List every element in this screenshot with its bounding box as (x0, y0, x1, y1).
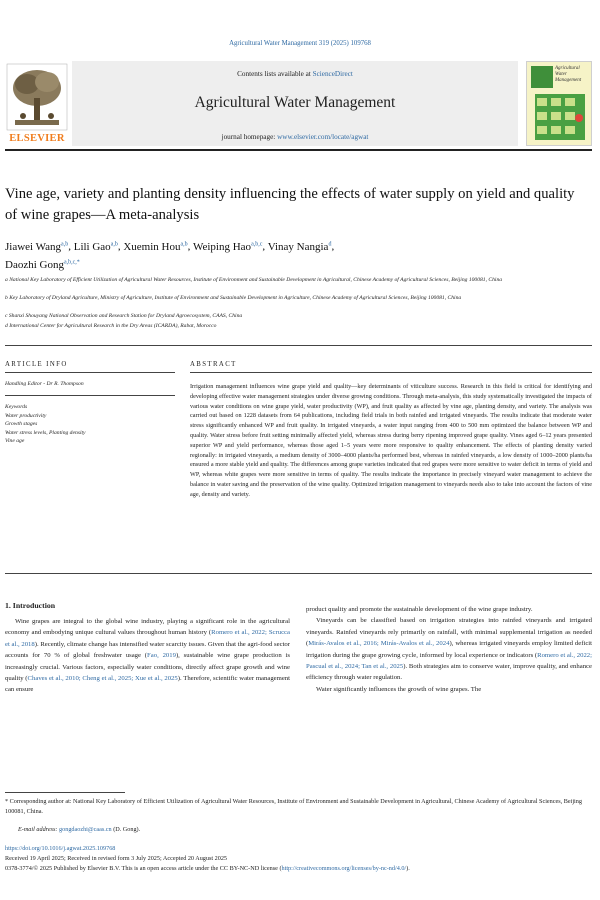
keywords-block (5, 403, 175, 446)
keyword: Vine age (5, 438, 25, 445)
article-title: Vine age, variety and planting density influencing the effects of water supply on yield and quality of wine grapes—A meta-analysis (5, 186, 575, 223)
sciencedirect-link[interactable]: ScienceDirect (312, 70, 353, 78)
abstract-heading: ABSTRACT (190, 361, 237, 368)
header-divider (5, 149, 592, 151)
author[interactable]: Jiawei Wang$^{a,b}$ (5, 240, 69, 253)
email-line: E-mail address: gongdaozhi@caas.cn (D. Gong). (18, 826, 141, 833)
elsevier-wordmark: ELSEVIER (9, 133, 65, 144)
license-line: 0378-3774/© 2025 Published by Elsevier B.V. This is an open access article under the CC BY-NC-ND license (http://creativecommons.org/licenses/by-nc-nd/4.0/). (5, 865, 410, 872)
contents-available-line: Contents lists available at ScienceDirect (237, 70, 353, 78)
keyword: Water productivity (5, 412, 47, 419)
keywords-label: Keywords (5, 404, 28, 410)
author[interactable]: Xuemin Hou$^{a,b}$ (123, 240, 188, 253)
author[interactable]: Weiping Hao$^{a,b,c}$ (192, 240, 263, 253)
author[interactable]: Vinay Nangia$^d$ (267, 240, 332, 253)
keyword: Growth stages (5, 421, 38, 428)
received-dates: Received 19 April 2025; Received in revised form 3 July 2025; Accepted 20 August 2025 (5, 855, 228, 862)
citation-link[interactable]: Romero et al., 2022; Scrucca et al., 2018 (5, 629, 290, 648)
introduction-heading: 1. Introduction (5, 601, 56, 610)
intro-paragraph: Wine grapes are integral to the global wine industry, playing a significant role in the agricultural economy and embodying unique cultural values throughout human history (Romero et al., 2022; Scrucca et al., 2018). Recently, climate change has intensified water scarcity issues. Given that the agri-food sector accounts for 70 % of global freshwater usage (Fao, 2019), sustainable wine grape production is increasingly crucial. Various factors, especially water conditions, directly affect grape growth and wine quality (Chaves et al., 2010; Cheng et al., 2025; Xue et al., 2025). Therefore, scientific water management can ensure (5, 618, 290, 694)
editor-rule (5, 395, 175, 396)
affiliation-divider (5, 345, 592, 346)
journal-homepage-link[interactable]: www.elsevier.com/locate/agwat (277, 133, 369, 141)
abstract-text: Irrigation management influences wine grape yield and quality—key determinants of viticulture success. Research in this field is critical for identifying and developing effective water management strategies under diverse growing conditions. Through meta-analysis, this study systematically investigated the impacts of various water conditions on wine grape yield, water productivity (WP), and fruit quality as affected by vine age, planting density, and variety. The analysis was carried out based on 1228 datasets from 64 publications, including field trials in both rainfed and irrigated vineyards. The results indicate that moderate water stress significantly enhanced WP and fruit quality. In irrigated vineyards, a water input ranging from 400 to 500 mm optimized the balance between WP and quality. Water stress before fruit setting minimally affected yield, whereas stress during berry ripening improved grape quality. Vines aged 6–12 years presented superior WP and yield performance, whereas those aged 1–5 years were more responsive to quality enhancement. The effects of planting density varied regionally: in irrigated vineyards, a medium density of 3000–4000 plants/ha performed best, whereas in rainfed vineyards, a low density of 1000–2000 plants/ha ensured a more stable yield and quality. The differences among grape varieties indicated that red grapes were more sensitive to water deficit in terms of yield and WP, whereas white grapes were more sensitive in terms of quality. The results indicate the importance in precisely vineyard water management to achieve the balance in water saving and the preservation of the wine quality. Optimized irrigation management to vineyards needs also to take into account the factors of vine age, density and variety. (190, 383, 592, 498)
intro-paragraph: Water significantly influences the growth of wine grapes. The (316, 685, 482, 693)
license-link[interactable]: http://creativecommons.org/licenses/by-nc-nd/4.0/ (281, 865, 407, 872)
author[interactable]: Lili Gao$^{a,b}$ (73, 240, 118, 253)
author[interactable]: Daozhi Gong$^{a,b,c,*}$ (5, 259, 80, 272)
citation-link[interactable]: Fao, 2019 (147, 652, 176, 660)
email-link[interactable]: gongdaozhi@caas.cn (59, 826, 112, 833)
doi-line (5, 844, 592, 854)
journal-homepage-line: journal homepage: www.elsevier.com/locate/agwat (221, 133, 369, 141)
cover-title: Agricultural Water Management (555, 66, 582, 83)
article-info-rule (5, 372, 175, 373)
intro-paragraph: Vineyards can be classified based on irrigation strategies into rainfed vineyards and irrigated vineyards. Rainfed vineyards rely primarily on rainfall, with minimal supplemental irrigation as needed (Mirás-Avalos et al., 2016; Mirás-Avalos et al., 2024), whereas irrigated vineyards employ limited deficit irrigation during the grape growing cycle, informed by local experience or indicators (Romero et al., 2022; Pascual et al., 2024; Tan et al., 2025). Both strategies aim to conserve water, improve quality, and enhance efficiency through water regulation. (306, 617, 593, 682)
intro-right-column (306, 604, 592, 695)
journal-title: Agricultural Water Management (194, 94, 396, 111)
affiliation: d International Center for Agricultural Research in the Dry Areas (ICARDA), Rabat, Morocco (5, 323, 217, 329)
article-info-heading: ARTICLE INFO (5, 361, 68, 368)
journal-citation-line[interactable]: Agricultural Water Management 319 (2025) 109768 (229, 40, 371, 47)
affiliation: c Shanxi Shouyang National Observation and Research Station for Dryland Agroecosystem, CAAS, China (5, 313, 243, 319)
doi-link[interactable]: https://doi.org/10.1016/j.agwat.2025.109768 (5, 845, 116, 852)
citation-link[interactable]: Romero et al., 2022; Pascual et al., 2024; Tan et al., 2025 (306, 651, 592, 671)
journal-cover-thumbnail (526, 61, 592, 146)
citation-link[interactable]: Chaves et al., 2010; Cheng et al., 2025; Xue et al., 2025 (27, 675, 178, 683)
abstract-rule (190, 372, 592, 373)
handling-editor: Handling Editor - Dr R. Thompson (5, 381, 84, 387)
affiliation: b Key Laboratory of Dryland Agriculture, Ministry of Agriculture, Institute of Environment and Sustainable Development in Agriculture, Chinese Academy of Agricultural Sciences, Beijing 100081, China (5, 295, 462, 301)
intro-left-column (5, 616, 290, 696)
footnote-rule (5, 792, 125, 793)
citation-link[interactable]: Mirás-Avalos et al., 2016; Mirás-Avalos et al., 2024 (308, 640, 450, 648)
author-list: Jiawei Wang$^{a,b}$, Lili Gao$^{a,b}$, Xuemin Hou$^{a,b}$, Weiping Hao$^{a,b,c}$, Vinay Nangia$^d$, Daozhi Gong$^{a,b,c,*}$ (5, 240, 335, 272)
corresponding-author-note: * Corresponding author at: National Key Laboratory of Efficient Utilization of Agricultural Water Resources, Institute of Environment and Sustainable Development in Agricultural, Chinese Academy of Agricultural Sciences, Beijing 100081, China. (5, 798, 582, 815)
abstract-bottom-divider (5, 573, 592, 574)
affiliation: a National Key Laboratory of Efficient Utilization of Agricultural Water Resources, Institute of Environment and Sustainable Development in Agricultural, Chinese Academy of Agricultural Sciences, Beijing 100081, China (5, 277, 503, 283)
keyword: Water stress levels, Planting density (5, 429, 86, 436)
intro-paragraph: product quality and promote the sustainable development of the wine grape industry. (306, 606, 533, 613)
